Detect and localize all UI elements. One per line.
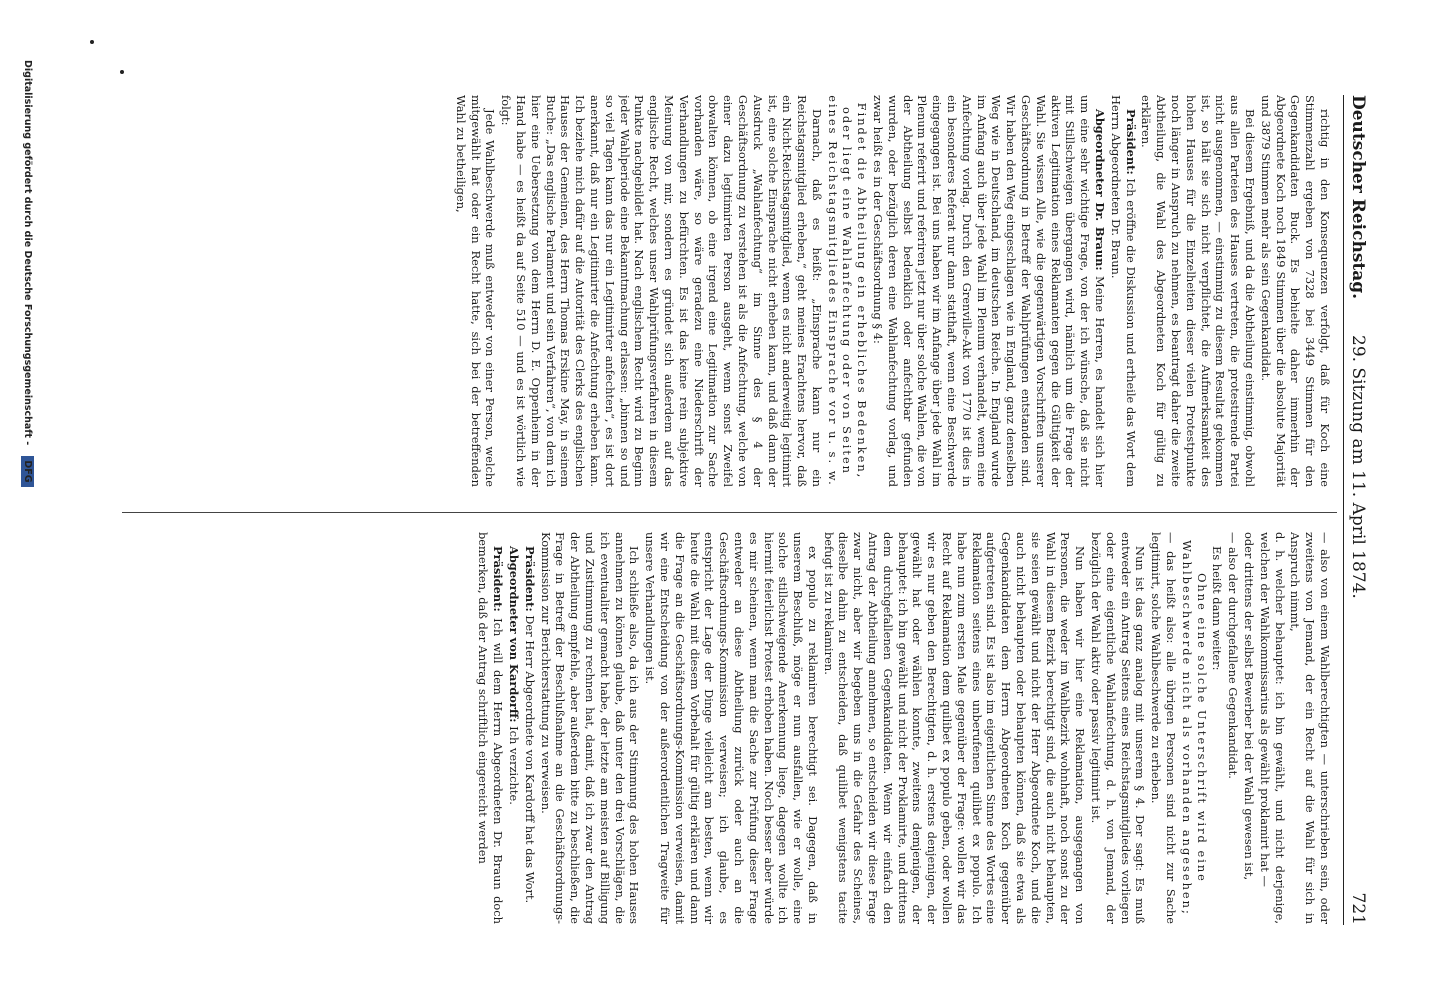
page-number: 721	[1348, 892, 1368, 925]
paragraph-text: Meine Herren, es handelt sich hier um eine sehr wichtige Frage, von der ich wünsche, daß sie nicht mit Stillschweigen übergangen wird, nämlich um die Frage der aktiven Legitimation eines Reklamanten gegen die Gültigkeit der Wahl. Sie wissen Alle, wie die gegenwärtigen Vorschriften unserer Geschäftsordnung in Betreff der Wahlprüfungen entstanden sind. Wir haben den Weg eingeschlagen wie in England, ganz denselben Weg wie in Deutschland, im deutschen Reiche. In England wurde im Anfang auch über jede Wahl im Plenum verhandelt, wenn eine Anfechtung vorlag. Durch den Grenville-Akt von 1770 ist dies in ein besonderes Referat nur dann statthaft, wenn eine Beschwerde eingegangen ist. Bei uns haben wir im Anfange über jede Wahl im Plenum referirt und referiren jetzt nur über solche Wahlen, die von der Abtheilung selbst bedenklich oder anfechtbar gefunden wurden, oder bezüglich deren eine Wahlanfechtung vorlag, und zwar heißt es in der Geschäftsordnung § 4:	[871, 95, 1108, 487]
paragraph-text: — also von einem Wahlberechtigten — unterschrieben sein, oder zweitens von Jemand, der ein Recht auf die Wahl für sich in Anspruch nimmt,	[1288, 532, 1332, 924]
paragraph	[1088, 532, 1147, 924]
paragraph	[1258, 95, 1332, 487]
paragraph	[1257, 532, 1287, 924]
journal-title: Deutscher Reichstag.	[1348, 95, 1368, 300]
text-column-left	[122, 95, 1332, 487]
paragraph-text: ex populo zu reklamiren berechtigt sei. Dagegen, daß in unserem Beschluß, möge er nun ausfallen, wie er wolle, eine solche stillschweigende Anerkennung liege, dagegen wollte ich hiermit feierlichst Protest erhoben haben. Noch besser aber würde es mir scheinen, wenn man die Sache zur Prüfung dieser Frage entweder an diese Abtheilung zurück oder auch an die Geschäftsordnungs-Kommission verweisen; ich glaube, es entspricht der Lage der Dinge vielleicht am besten, wenn wir heute die Wahl mit diesem Vorbehalt für gültig erklären und dann die Frage an die Geschäftsordnungs-Kommission verweisen, damit wir eine Entscheidung von der außerordentlichen Tragweite für unsere Verhandlungen ist.	[643, 532, 820, 924]
paragraph-text: Nun ist das ganz analog mit unserem § 4. Der sagt: Es muß entweder ein Antrag Seitens eines Reichstagsmitgliedes vorliegen oder eine eigentliche Wahlanfechtung, d. h. von Jemand, der bezüglich der Wahl aktiv oder passiv legitimirt ist.	[1089, 532, 1148, 924]
paragraph-text: oder drittens der selbst Bewerber bei der Wahl gewesen ist,	[1242, 532, 1257, 881]
paragraph	[821, 532, 1087, 924]
speaker-name: Präsident:	[1123, 109, 1138, 175]
paragraph-text: — also der durchgefallene Gegenkandidat.	[1226, 532, 1241, 779]
paragraph	[1288, 532, 1332, 924]
speaker-name: Abgeordneter Dr. Braun:	[1093, 109, 1108, 271]
paragraph	[1225, 532, 1240, 924]
scan-speck	[120, 70, 124, 74]
scan-speck	[90, 40, 94, 44]
paragraph	[1241, 532, 1256, 924]
paragraph	[825, 95, 869, 487]
session-title: 29. Sitzung am 11. April 1874.	[1348, 335, 1368, 599]
paragraph	[1179, 532, 1209, 924]
digitization-note	[24, 60, 40, 940]
paragraph-text: d. h. welcher behauptet: ich bin gewählt, und nicht derjenige, welchen der Wahlkommissarius als gewählt proklamirt hat —	[1257, 532, 1287, 924]
paragraph	[522, 532, 537, 924]
paragraph-text: richtig in den Konsequenzen verfolgt, daß für Koch eine Stimmenzahl ergeben von 7328 bei 3449 Stimmen für den Gegenkandidaten Buck. Es behielte daher immerhin der Abgeordnete Koch noch 1849 Stimmen über die absolute Majorität und 3879 Stimmen mehr als sein Gegenkandidat.	[1258, 95, 1332, 487]
dfg-logo: DFG	[21, 456, 34, 486]
paragraph	[538, 532, 642, 924]
paragraph-text: Darnach, daß es heißt: „Einsprache kann nur ein Reichstagsmitglied erheben,“ geht meines Erachtens hervor, daß ein Nicht-Reichstagsmitglied, wenn es nicht anderweitig legitimirt ist, eine solche Einsprache nicht erheben kann, und daß dann der Ausdruck „Wahlanfechtung“ im Sinne des § 4 der Geschäftsordnung zu verstehen ist als die Anfechtung, welche von einer dazu legitimirten Person ausgeht, wenn sonst Zweifel obwalten können, ob eine irgend eine Legitimation zur Sache vorhanden wäre, so wäre geradezu eine Niederschrift der Verhandlungen zu befürchten. Es ist das keine rein subjektive Meinung von mir, sondern es gründet sich außerdem auf das englische Recht, welches unser Wahlprüfungsverfahren in diesem Punkte nachgebildet hat. Nach englischem Recht wird zu Beginn jeder Wahlperiode eine Bekanntmachung erlassen: „binnen so und so viel Tagen kann das nur ein Legitimirter anfechten“, es ist dort anerkannt, daß nur ein Legitimirter die Anfechtung erheben kann. Ich beziehe mich dafür auf die Autorität des Clerks des englischen Hauses der Gemeinen, des Herrn Thomas Erskine May, in seinem Buche: „Das englische Parlament und sein Verfahren“, von dem ich hier eine Uebersetzung von dem Herrn D. E. Oppenheim in der Hand habe — es heißt da auf Seite 510 — und es ist wörtlich wie folgt:	[499, 95, 824, 487]
paragraph-text: Ohne eine solche Unterschrift wird eine Wahlbeschwerde nicht als vorhanden angesehen;	[1179, 540, 1209, 916]
paragraph	[476, 532, 506, 924]
paragraph-text: Es heißt dann weiter:	[1210, 546, 1225, 671]
paragraph	[506, 532, 521, 924]
page-header	[1343, 95, 1374, 925]
paragraph-text: Nun haben wir hier eine Reklamation, ausgegangen von Personen, die weder im Wahlbezirk wohnhaft, noch sonst zu der Wahl in diesem Bezirk berechtigt sind, die auch nicht behaupten, sie seien gewählt und nicht der Herr Abgeordnete Koch, und die auch nicht behaupten oder behaupten können, daß sie etwa als Gegenkandidaten dem Herrn Abgeordneten Koch gegenüber aufgetreten sind. Es ist also im eigentlichen Sinne des Wortes eine Reklamation seitens eines unberufenen quilibet ex populo. Ich habe nun zum ersten Male gegenüber der Frage: wollen wir das Recht auf Reklamation dem quilibet ex populo geben, oder wollen wir es nur geben den Berechtigten, d. h. erstens denjenigen, der gewählt hat oder wählen konnte, zweitens demjenigen, der behauptet: ich bin gewählt und nicht der Proklamirte, und drittens dem durchgefallenen Gegenkandidaten. Wenn wir einfach den Antrag der Abtheilung annehmen, so entscheiden wir diese Frage zwar nicht, aber wir begeben uns in die Gefahr des Scheines, dieselbe dahin zu entscheiden, daß quilibet wenigstens tacite befugt ist zu reklamiren.	[821, 532, 1088, 924]
paragraph	[1139, 95, 1257, 487]
paragraph-text: Bei diesem Ergebniß, und da die Abtheilung einstimmig, obwohl aus allen Parteien des Hauses vertreten, die protestirende Partei nicht ausgenommen, — einstimmig zu diesem Resultat gekommen ist, so hält sie sich nicht verpflichtet, die Aufmerksamkeit des hohen Hauses für die Einzelheiten dieser vielen Protestpunkte noch länger in Anspruch zu nehmen, es beantragt daher die zweite Abtheilung, die Wahl des Abgeordneten Koch für gültig zu erklären.	[1139, 95, 1258, 487]
speaker-name: Präsident:	[491, 546, 506, 612]
column-divider	[122, 512, 1337, 513]
text-column-right	[122, 532, 1332, 924]
paragraph-text: Ich schließe also, da ich aus der Stimmung des hohen Hauses annehmen zu können glaube, daß unter den drei Vorschlägen, die ich eventualiter gemacht habe, der letzte am meisten auf Billigung und Zustimmung zu rechnen hat, damit, daß ich zwar den Antrag der Abtheilung empfehle, aber außerdem bitte zu beschließen, die Frage in Betreff der Beschlußnahme an die Geschäftsordnungs-Kommission zur Berichterstattung zu verweisen.	[538, 532, 642, 924]
paragraph	[642, 532, 820, 924]
paragraph	[1210, 532, 1225, 924]
paragraph	[498, 95, 824, 487]
paragraph-text: — das heißt also: alle übrigen Personen sind nicht zur Sache legitimirt, solche Wahlbeschwerde zu erheben.	[1149, 532, 1179, 924]
paragraph-text: Ich verzichte.	[506, 726, 521, 805]
paragraph	[1108, 95, 1138, 487]
paragraph-text: Findet die Abtheilung ein erhebliches Bedenken, oder liegt eine Wahlanfechtung oder von Seiten eines Reichstagsmitgliedes Einsprache vor u. s. w.	[825, 95, 870, 487]
speaker-name: Präsident:	[522, 546, 537, 612]
paragraph	[870, 95, 1107, 487]
paragraph	[1148, 532, 1178, 924]
funding-text: Digitalisierung gefördert durch die Deutsche Forschungsgemeinschaft -	[22, 60, 33, 446]
paragraph-text: Ich eröffne die Diskussion und ertheile das Wort dem Herrn Abgeordneten Dr. Braun.	[1108, 95, 1138, 487]
paragraph-text: Jede Wahlbeschwerde muß entweder von einer Person, welche mitgewählt hat oder ein Recht hatte, sich bei der betreffenden Wahl zu betheiligen,	[453, 95, 498, 487]
paragraph	[453, 95, 497, 487]
speaker-name: Abgeordneter von Kardorff:	[506, 546, 521, 723]
paragraph-text: Ich will dem Herrn Abgeordneten Dr. Braun doch bemerken, daß der Antrag schriftlich eingereicht werden	[476, 532, 506, 924]
paragraph-text: Der Herr Abgeordnete von Kardorff hat das Wort.	[522, 615, 537, 904]
